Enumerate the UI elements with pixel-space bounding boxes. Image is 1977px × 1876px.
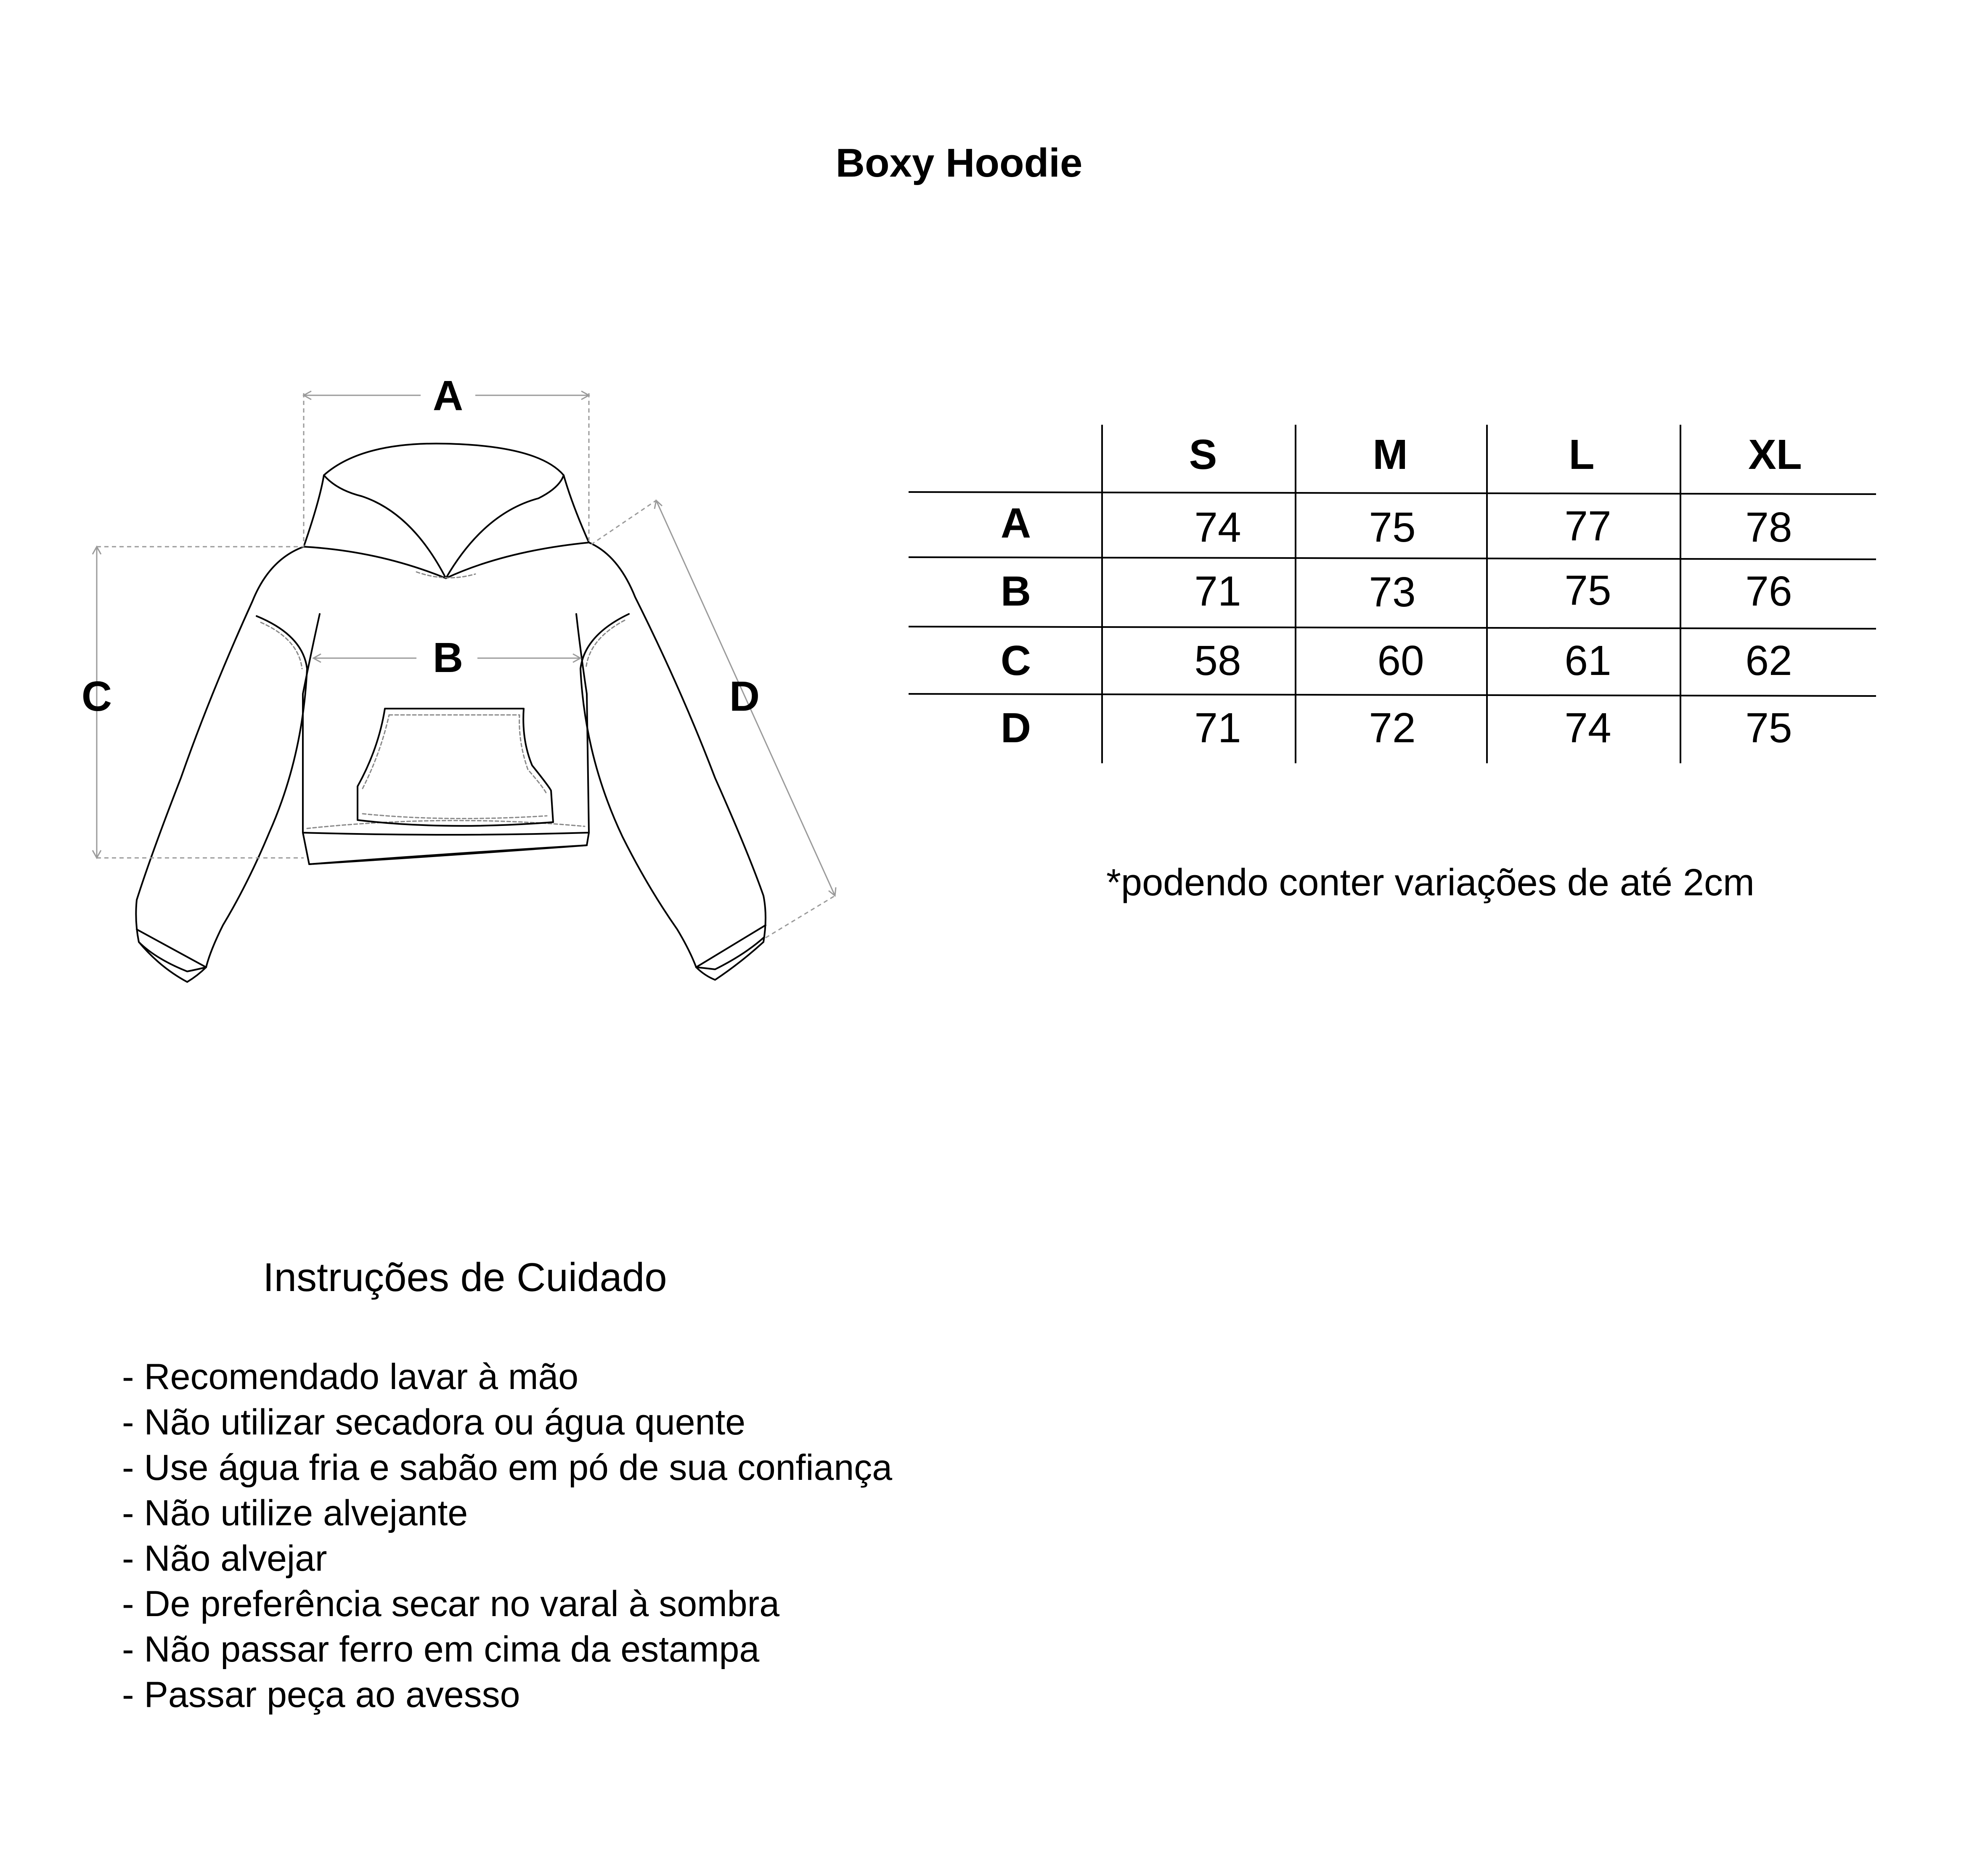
cell-a-m: 75 [1369, 504, 1416, 551]
care-item: - Não utilize alvejante [122, 1493, 468, 1533]
neckline [304, 542, 589, 578]
row-label-b: B [1000, 568, 1031, 615]
row-label-a: A [1000, 500, 1031, 547]
size-header-l: L [1569, 431, 1595, 478]
size-header-s: S [1189, 431, 1217, 478]
hood-outline [304, 444, 589, 547]
dim-label-b: B [432, 634, 464, 681]
care-item: - Não utilizar secadora ou água quente [122, 1402, 746, 1442]
care-item: - Passar peça ao avesso [122, 1675, 520, 1715]
cell-a-l: 77 [1564, 503, 1611, 550]
cell-d-xl: 75 [1745, 704, 1792, 751]
dim-label-c: C [81, 673, 112, 720]
care-list [122, 1354, 892, 1717]
cell-c-l: 61 [1564, 637, 1611, 684]
row-label-d: D [1000, 704, 1031, 751]
cell-c-m: 60 [1377, 637, 1424, 684]
size-table [909, 421, 1876, 765]
size-header-m: M [1373, 431, 1408, 478]
left-sleeve [136, 547, 304, 982]
cell-b-xl: 76 [1745, 568, 1792, 615]
cell-b-l: 75 [1564, 567, 1611, 614]
care-title: Instruções de Cuidado [263, 1255, 667, 1300]
variation-note: *podendo conter variações de até 2cm [1106, 862, 1754, 904]
cell-a-xl: 78 [1745, 504, 1792, 551]
cell-a-s: 74 [1194, 504, 1241, 551]
care-item: - Não alvejar [122, 1538, 327, 1579]
cell-d-m: 72 [1369, 704, 1416, 751]
cell-b-m: 73 [1369, 569, 1416, 616]
dim-label-d: D [729, 673, 760, 720]
size-header-xl: XL [1748, 431, 1802, 478]
right-sleeve [589, 542, 766, 980]
cell-d-l: 74 [1564, 704, 1611, 751]
care-item: - Não passar ferro em cima da estampa [122, 1629, 760, 1670]
hood-inner [324, 475, 564, 578]
page-title: Boxy Hoodie [835, 140, 1083, 185]
cell-d-s: 71 [1194, 704, 1241, 751]
row-label-c: C [1000, 637, 1031, 684]
hoodie-diagram [0, 0, 883, 1051]
cell-c-s: 58 [1194, 637, 1241, 684]
care-item: - Use água fria e sabão em pó de sua confiança [122, 1447, 893, 1488]
dim-label-a: A [432, 372, 464, 419]
cell-c-xl: 62 [1745, 637, 1792, 684]
cell-b-s: 71 [1194, 568, 1241, 615]
care-item: - De preferência secar no varal à sombra [122, 1584, 780, 1624]
care-item: - Recomendado lavar à mão [122, 1357, 579, 1397]
